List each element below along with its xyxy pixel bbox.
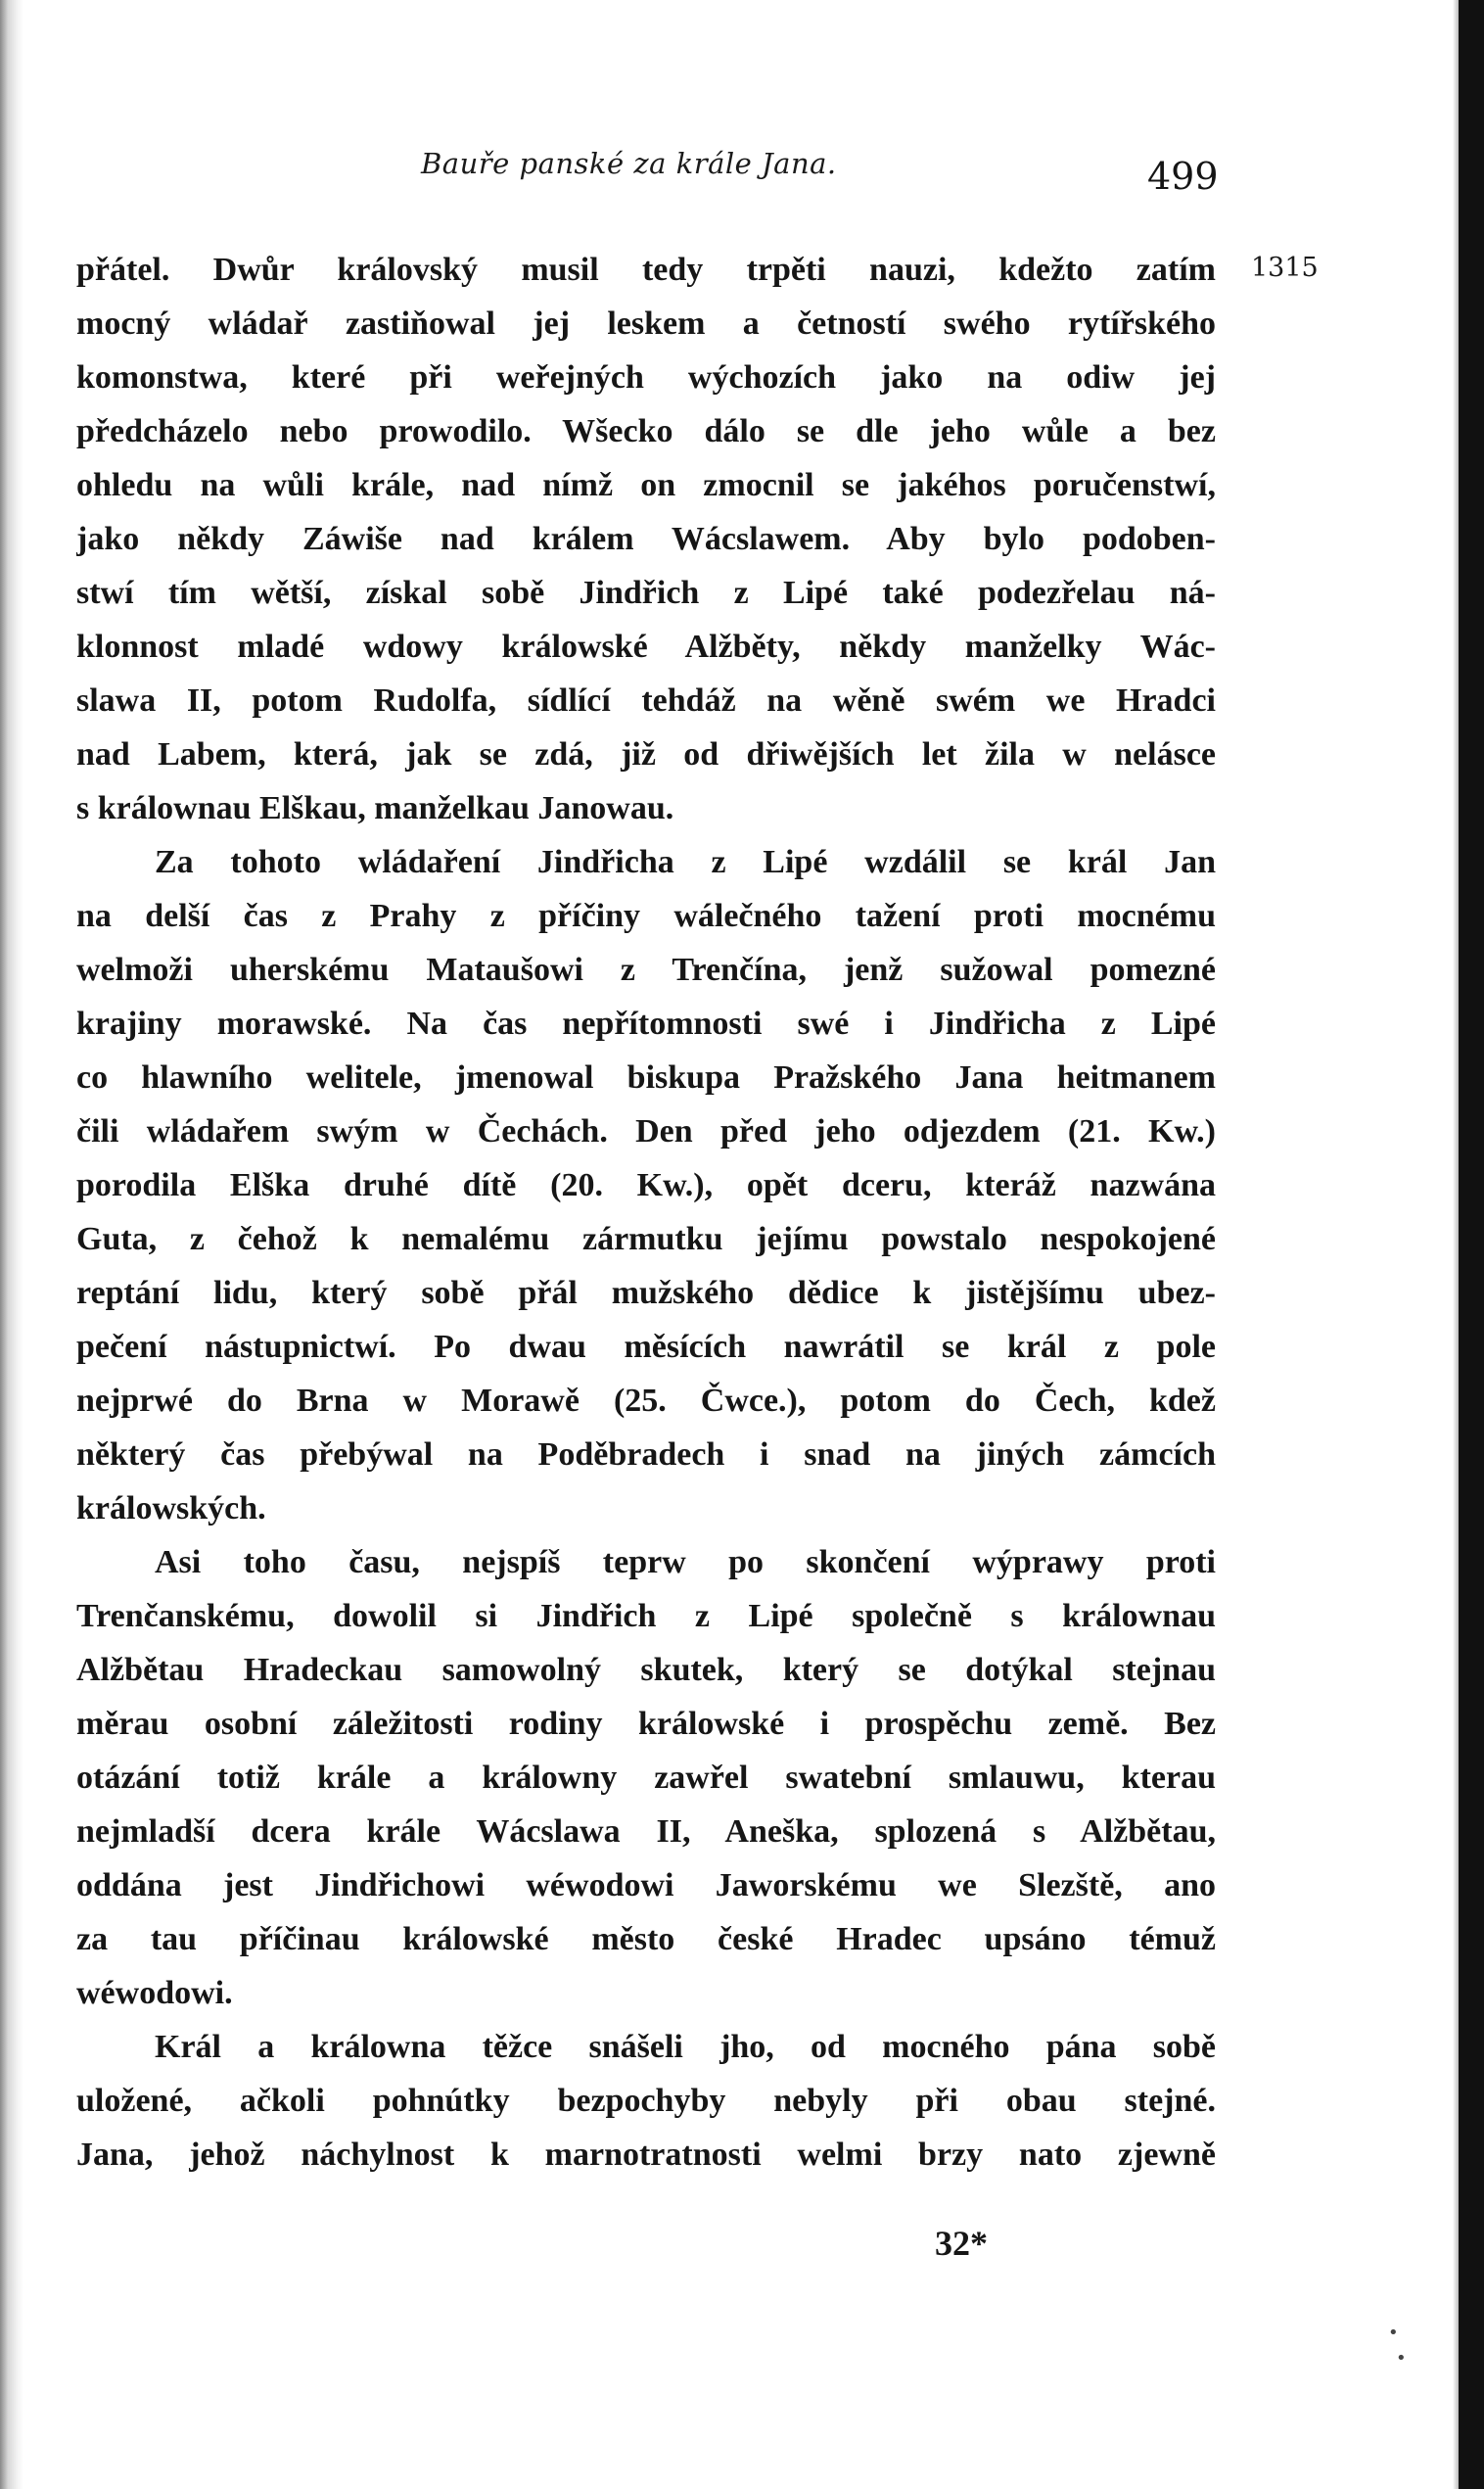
text-line: nejprwé do Brna w Morawě (25. Čwce.), potom do Čech, kdež <box>76 1383 1216 1419</box>
text-line: otázání totiž krále a králowny zawřel swatební smlauwu, kterau <box>76 1760 1216 1796</box>
text-line: klonnost mladé wdowy králowské Alžběty, někdy manželky Wác- <box>76 629 1216 665</box>
text-line: čili wládařem swým w Čechách. Den před jeho odjezdem (21. Kw.) <box>76 1113 1216 1150</box>
text-line: Trenčanskému, dowolil si Jindřich z Lipé společně s králownau <box>76 1598 1216 1634</box>
text-line: porodila Elška druhé dítě (20. Kw.), opět dceru, kteráž nazwána <box>76 1167 1216 1203</box>
text-line: Alžbětau Hradeckau samowolný skutek, který se dotýkal stejnau <box>76 1652 1216 1688</box>
scan-right-band <box>1459 0 1484 2489</box>
paragraph-start-line: Král a králowna těžce snášeli jho, od mocného pána sobě <box>155 2029 1216 2065</box>
text-line: pečení nástupnictwí. Po dwau měsících nawrátil se král z pole <box>76 1329 1216 1365</box>
text-line: předcházelo nebo prowodilo. Wšecko dálo se dle jeho wůle a bez <box>76 413 1216 449</box>
text-line: ohledu na wůli krále, nad nímž on zmocnil se jakéhos poručenstwí, <box>76 467 1216 503</box>
text-line: welmoži uherskému Mataušowi z Trenčína, jenž sužowal pomezné <box>76 952 1216 988</box>
paragraph-end-line: wéwodowi. <box>76 1975 233 2011</box>
scan-speck: • <box>1388 2323 1399 2343</box>
text-line: nejmladší dcera krále Wácslawa II, Aneška, splozená s Alžbětau, <box>76 1813 1216 1850</box>
margin-year: 1315 <box>1251 253 1319 283</box>
text-line: mocný wládař zastiňowal jej leskem a četností swého rytířského <box>76 305 1216 342</box>
text-line: přátel. Dwůr královský musil tedy trpěti nauzi, kdežto zatím <box>76 252 1216 288</box>
scan-left-edge <box>0 0 23 2489</box>
text-line: reptání lidu, který sobě přál mužského dědice k jistějšímu ubez- <box>76 1275 1216 1311</box>
paragraph-start-line: Asi toho času, nejspíš teprw po skončení wýprawy proti <box>155 1544 1216 1580</box>
text-line: uložené, ačkoli pohnútky bezpochyby nebyly při obau stejné. <box>76 2083 1216 2119</box>
text-line: některý čas přebýwal na Poděbradech i snad na jiných zámcích <box>76 1436 1216 1473</box>
text-line: nad Labem, která, jak se zdá, již od dřiwějších let žila w nelásce <box>76 736 1216 773</box>
signature-mark: 32* <box>935 2224 988 2263</box>
paragraph-end-line: králowských. <box>76 1490 266 1526</box>
text-line: Jana, jehož náchylnost k marnotratnosti welmi brzy nato zjewně <box>76 2137 1216 2173</box>
text-line: za tau příčinau králowské město české Hradec upsáno témuž <box>76 1921 1216 1957</box>
text-line: stwí tím wětší, získal sobě Jindřich z Lipé také podezřelau ná- <box>76 575 1216 611</box>
text-line: jako někdy Záwiše nad králem Wácslawem. Aby bylo podoben- <box>76 521 1216 557</box>
text-line: měrau osobní záležitosti rodiny králowské i prospěchu země. Bez <box>76 1706 1216 1742</box>
text-line: co hlawního welitele, jmenowal biskupa Pražského Jana heitmanem <box>76 1059 1216 1096</box>
text-line: krajiny morawské. Na čas nepřítomnosti swé i Jindřicha z Lipé <box>76 1006 1216 1042</box>
scan-speck: • <box>1396 2348 1407 2369</box>
text-line: na delší čas z Prahy z příčiny wálečného tažení proti mocnému <box>76 898 1216 934</box>
text-line: oddána jest Jindřichowi wéwodowi Jaworskému we Slezště, ano <box>76 1867 1216 1903</box>
running-head: Bauře panské za krále Jana. <box>421 147 837 180</box>
page-number: 499 <box>1147 155 1219 198</box>
paragraph-start-line: Za tohoto wládaření Jindřicha z Lipé wzdálil se král Jan <box>155 844 1216 880</box>
text-line: slawa II, potom Rudolfa, sídlící tehdáž na wěně swém we Hradci <box>76 682 1216 719</box>
text-line: Guta, z čehož k nemalému zármutku jejímu powstalo nespokojené <box>76 1221 1216 1257</box>
text-line: komonstwa, které při weřejných wýchozích jako na odiw jej <box>76 359 1216 396</box>
body-text <box>76 243 1216 2182</box>
paragraph-end-line: s králownau Elškau, manželkau Janowau. <box>76 790 674 826</box>
